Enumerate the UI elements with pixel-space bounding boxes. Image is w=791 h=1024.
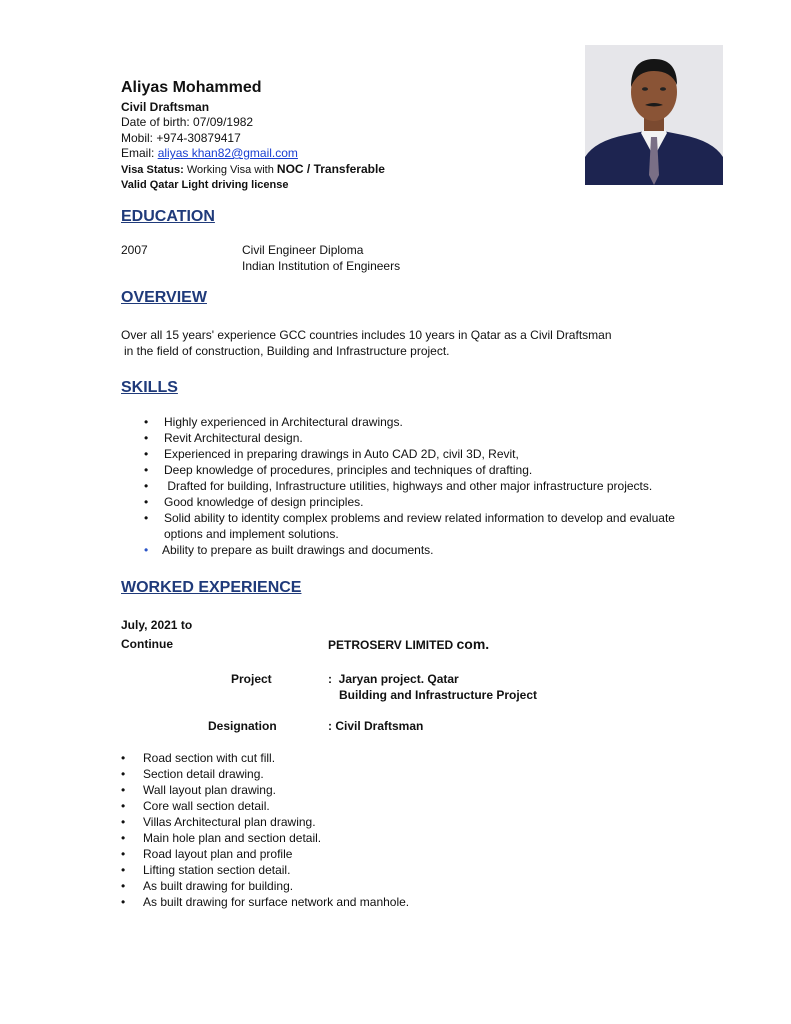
designation-label: Designation (208, 719, 277, 733)
candidate-name: Aliyas Mohammed (121, 79, 262, 96)
skill-item: • Highly experienced in Architectural drawings. (144, 415, 403, 429)
task-item: • Road layout plan and profile (121, 847, 293, 861)
skill-item: • Revit Architectural design. (144, 431, 303, 445)
task-list (121, 750, 741, 910)
task-item: • Wall layout plan drawing. (121, 783, 276, 797)
bullet-icon: • (144, 431, 149, 445)
bullet-icon: • (121, 847, 126, 861)
email-link[interactable]: aliyas khan82@gmail.com (157, 146, 298, 160)
skill-item: • Drafted for building, Infrastructure utilities, highways and other major infrastructure projects. (144, 479, 653, 493)
project-name: : Jaryan project. Qatar (328, 672, 459, 686)
overview-heading: OVERVIEW (121, 289, 207, 306)
bullet-icon: • (121, 783, 126, 797)
period-start: July, 2021 to (121, 618, 193, 632)
experience-heading: WORKED EXPERIENCE (121, 579, 302, 596)
company-name: PETROSERV LIMITED com. (328, 636, 490, 652)
task-item: • Main hole plan and section detail. (121, 831, 322, 845)
mobile-number: Mobil: +974-30879417 (121, 131, 241, 145)
task-item: • As built drawing for surface network and manhole. (121, 895, 410, 909)
bullet-icon: • (121, 815, 126, 829)
task-item: • Road section with cut fill. (121, 751, 276, 765)
skill-item: • Deep knowledge of procedures, principles and techniques of drafting. (144, 463, 533, 477)
bullet-icon: • (121, 895, 126, 909)
bullet-icon: • (144, 463, 149, 477)
task-item: • Lifting station section detail. (121, 863, 291, 877)
bullet-icon: • (144, 495, 149, 509)
task-item: • Section detail drawing. (121, 767, 264, 781)
bullet-icon: • (121, 799, 126, 813)
period-end: Continue (121, 637, 173, 651)
task-item: • Core wall section detail. (121, 799, 270, 813)
email-line (121, 145, 298, 161)
skills-list (121, 414, 741, 558)
date-of-birth: Date of birth: 07/09/1982 (121, 115, 254, 129)
education-institution: Indian Institution of Engineers (242, 259, 401, 273)
designation-value: : Civil Draftsman (328, 719, 424, 733)
visa-bold: NOC / Transferable (276, 162, 385, 176)
driving-license: Valid Qatar Light driving license (121, 179, 289, 191)
bullet-icon: • (121, 831, 126, 845)
email-label: Email: (121, 146, 158, 160)
project-description: Building and Infrastructure Project (339, 688, 538, 702)
visa-status (121, 161, 385, 178)
overview-line-2: in the field of construction, Building and Infrastructure project. (124, 344, 450, 358)
skill-item: • Ability to prepare as built drawings and documents. (144, 543, 434, 557)
education-heading: EDUCATION (121, 208, 215, 225)
bullet-icon: • (144, 447, 149, 461)
profile-photo (585, 45, 723, 185)
bullet-icon: • (144, 479, 149, 493)
skill-item: • Good knowledge of design principles. (144, 495, 364, 509)
bullet-icon: • (121, 767, 126, 781)
bullet-icon: • (121, 879, 126, 893)
bullet-icon: • (144, 415, 149, 429)
skill-item: • Experienced in preparing drawings in Auto CAD 2D, civil 3D, Revit, (144, 447, 519, 461)
skill-item: • Solid ability to identity complex problems and review related information to develop and evaluate options and implement solutions. (144, 511, 675, 541)
skills-heading: SKILLS (121, 379, 178, 396)
visa-label: Visa Status: (121, 164, 184, 176)
bullet-icon: • (144, 543, 149, 557)
project-label: Project (231, 672, 272, 686)
bullet-icon: • (144, 511, 149, 525)
job-title: Civil Draftsman (121, 100, 210, 114)
task-item: • As built drawing for building. (121, 879, 294, 893)
education-degree: Civil Engineer Diploma (242, 243, 364, 257)
overview-line-1: Over all 15 years' experience GCC countries includes 10 years in Qatar as a Civil Draftsman (121, 328, 612, 342)
task-item: • Villas Architectural plan drawing. (121, 815, 316, 829)
bullet-icon: • (121, 863, 126, 877)
visa-text: Working Visa with (183, 164, 277, 176)
bullet-icon: • (121, 751, 126, 765)
education-year: 2007 (121, 243, 148, 257)
person-portrait-icon (585, 45, 723, 185)
